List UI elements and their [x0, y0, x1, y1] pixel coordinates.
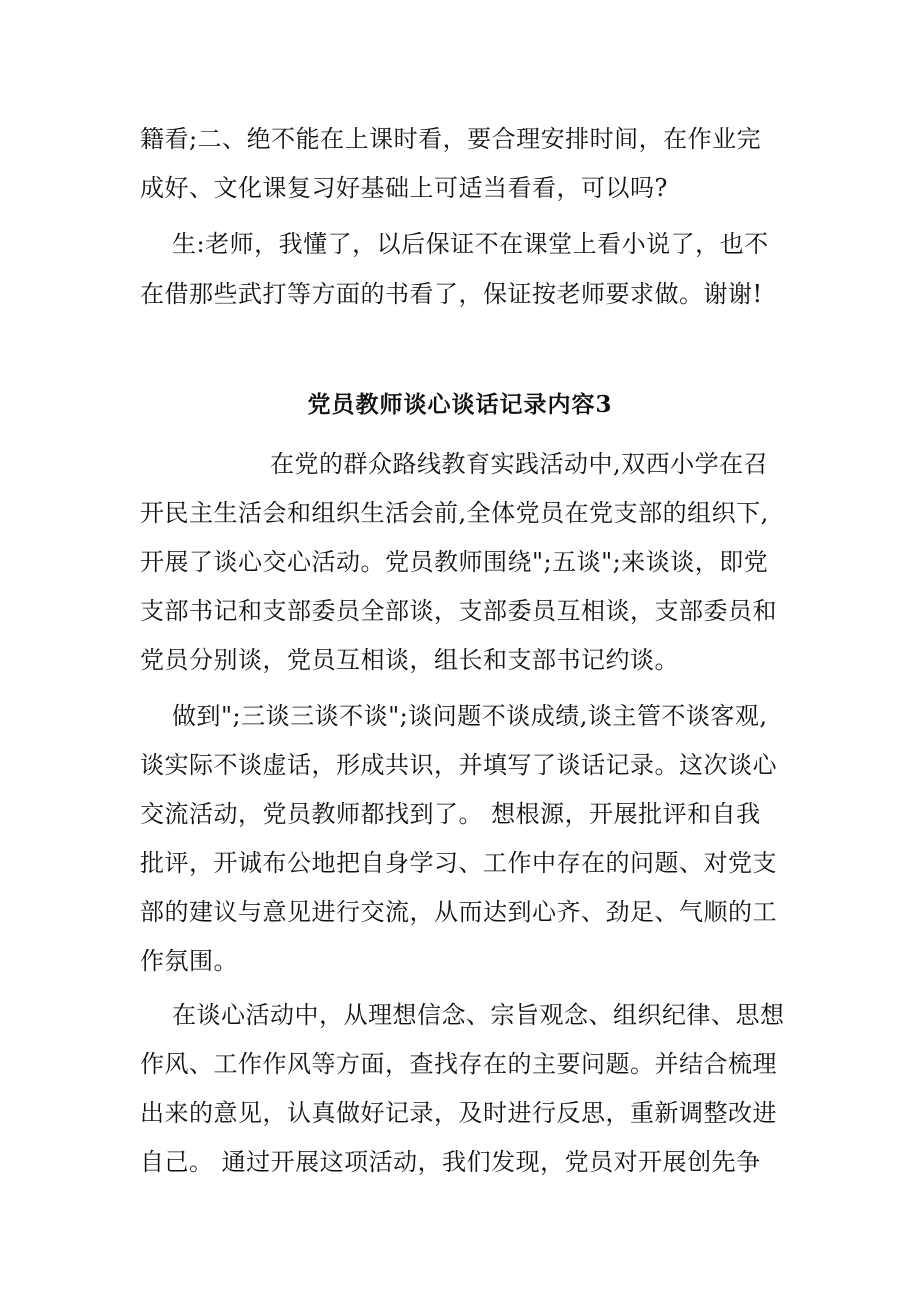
paragraph-5-line-4: 自己。 通过开展这项活动，我们发现，党员对开展创先争	[140, 1148, 761, 1176]
paragraph-1-line-1: 籍看;二、绝不能在上课时看，要合理安排时间，在作业完	[140, 125, 762, 153]
paragraph-3-line-5: 党员分别谈，党员互相谈，组长和支部书记约谈。	[140, 646, 679, 674]
paragraph-3-line-3: 开展了谈心交心活动。党员教师围绕";五谈";来谈谈，即党	[140, 548, 769, 576]
paragraph-3-line-4: 支部书记和支部委员全部谈，支部委员互相谈，支部委员和	[140, 597, 777, 625]
paragraph-3-line-1: 在党的群众路线教育实践活动中,双西小学在召	[270, 450, 769, 478]
paragraph-4-line-5: 部的建议与意见进行交流，从而达到心齐、劲足、气顺的工	[140, 898, 777, 926]
paragraph-5-line-3: 出来的意见，认真做好记录，及时进行反思，重新调整改进	[140, 1099, 777, 1127]
paragraph-4-line-6: 作氛围。	[140, 947, 238, 975]
paragraph-4-line-2: 谈实际不谈虚话，形成共识，并填写了谈话记录。这次谈心	[140, 751, 777, 779]
paragraph-1-line-2: 成好、文化课复习好基础上可适当看看，可以吗?	[140, 174, 668, 202]
paragraph-4-line-1: 做到";三谈三谈不谈";谈问题不谈成绩,谈主管不谈客观,	[172, 702, 768, 730]
section-title: 党员教师谈心谈话记录内容3	[307, 391, 613, 418]
paragraph-4-line-4: 批评，开诚布公地把自身学习、工作中存在的问题、对党支	[140, 849, 777, 877]
paragraph-3-line-2: 开民主生活会和组织生活会前,全体党员在党支部的组织下,	[140, 499, 769, 527]
paragraph-5-line-1: 在谈心活动中，从理想信念、宗旨观念、组织纪律、思想	[172, 1001, 785, 1029]
paragraph-4-line-3: 交流活动，党员教师都找到了。 想根源，开展批评和自我	[140, 800, 761, 828]
paragraph-5-line-2: 作风、工作作风等方面，查找存在的主要问题。并结合梳理	[140, 1050, 777, 1078]
paragraph-2-line-1: 生:老师，我懂了，以后保证不在课堂上看小说了，也不	[172, 230, 769, 258]
paragraph-2-line-2: 在借那些武打等方面的书看了，保证按老师要求做。谢谢!	[140, 280, 763, 308]
